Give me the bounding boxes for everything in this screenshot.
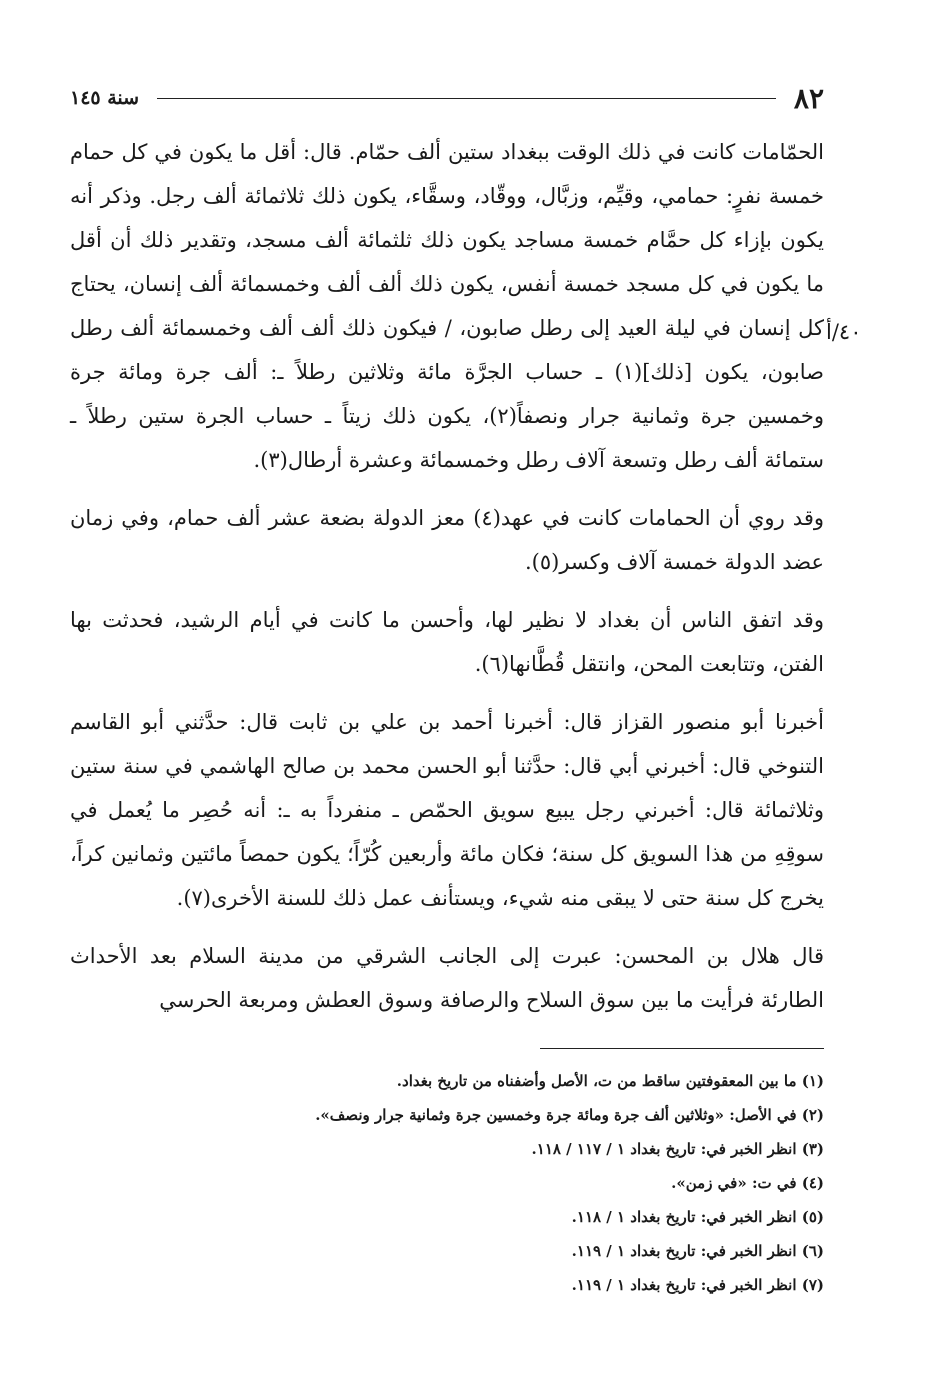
footnote-7: (٧) انظر الخبر في: تاريخ بغداد ١ / ١١٩. bbox=[571, 1276, 824, 1294]
footnote-5: (٥) انظر الخبر في: تاريخ بغداد ١ / ١١٨. bbox=[571, 1208, 824, 1226]
footnote-2: (٢) في الأصل: «وثلاثين ألف جرة ومائة جرة وخمسين جرة وثمانية جرار ونصف». bbox=[315, 1106, 824, 1124]
footnote-4: (٤) في ت: «في زمن». bbox=[671, 1174, 824, 1192]
running-title: سنة ١٤٥ bbox=[70, 87, 140, 109]
footnote-3: (٣) انظر الخبر في: تاريخ بغداد ١ / ١١٧ / ١١٨. bbox=[531, 1140, 824, 1158]
footnote-rule bbox=[540, 1048, 824, 1049]
footnotes bbox=[70, 1064, 824, 1302]
paragraph-bathhouses: الحمّامات كانت في ذلك الوقت ببغداد ستين ألف حمّام. قال: أقل ما يكون في كل حمام خمسة نفرٍ: حمامي، وقيِّم، وزبَّال، ووقّاد، وسقَّاء، يكون ذلك ثلاثمائة ألف رجل. وذكر أنه يكون بإزاء كل حمَّام خمسة مساجد يكون ذلك ثلثمائة ألف مسجد، وتقدير ذلك أن أقل ما يكون في كل مسجد خمسة أنفس، يكون ذلك ألف ألف وخمسمائة ألف إنسان، يحتاج كل إنسان في ليلة العيد إلى رطل صابون، / فيكون ذلك ألف ألف وخمسمائة ألف رطل صابون، يكون [ذلك](١) ـ حساب الجرَّة مائة وثلاثين رطلاً ـ: ألف جرة ومائة جرة وخمسين جرة وثمانية جرار ونصفاً(٢)، يكون ذلك زيتاً ـ حساب الجرة ستين رطلاً ـ ستمائة ألف رطل وتسعة آلاف رطل وخمسمائة وعشرة أرطال(٣). bbox=[70, 140, 825, 472]
paragraph-hummus-market: أخبرنا أبو منصور القزاز قال: أخبرنا أحمد بن علي بن ثابت قال: حدَّثني أبو القاسم التنوخي قال: أخبرني أبي قال: حدَّثنا أبو الحسن محمد بن صالح الهاشمي في سنة ستين وثلاثمائة قال: أخبرني رجل يبيع سويق الحمّص ـ منفرداً به ـ: أنه حُصِر ما يُعمل في سوقِهِ من هذا السويق كل سنة؛ فكان مائة وأربعين كُرّاً؛ يكون حمصاً مائتين وثمانين كراً، يخرج كل سنة حتى لا يبقى منه شيء، ويستأنف عمل ذلك للسنة الأخرى(٧). bbox=[70, 710, 824, 910]
page-number: ٨٢ bbox=[793, 81, 824, 115]
main-text bbox=[70, 130, 824, 1036]
footnote-1: (١) ما بين المعقوفتين ساقط من ت، الأصل وأضفناه من تاريخ بغداد. bbox=[396, 1072, 824, 1090]
paragraph-hilal: قال هلال بن المحسن: عبرت إلى الجانب الشرقي من مدينة السلام بعد الأحداث الطارئة فرأيت ما بين سوق السلاح والرصافة وسوق العطش ومربعة الحرسي bbox=[70, 944, 824, 1012]
page-header bbox=[70, 78, 824, 118]
margin-folio-note: ٤٠/أ bbox=[826, 320, 862, 344]
paragraph-muizz-dawla: وقد روي أن الحمامات كانت في عهد(٤) معز الدولة بضعة عشر ألف حمام، وفي زمان عضد الدولة خمسة آلاف وكسر(٥). bbox=[70, 506, 825, 574]
footnote-6: (٦) انظر الخبر في: تاريخ بغداد ١ / ١١٩. bbox=[571, 1242, 824, 1260]
header-rule bbox=[157, 98, 776, 99]
paragraph-rashid: وقد اتفق الناس أن بغداد لا نظير لها، وأحسن ما كانت في أيام الرشيد، فحدثت بها الفتن، وتتابعت المحن، وانتقل قُطَّانها(٦). bbox=[70, 608, 824, 676]
